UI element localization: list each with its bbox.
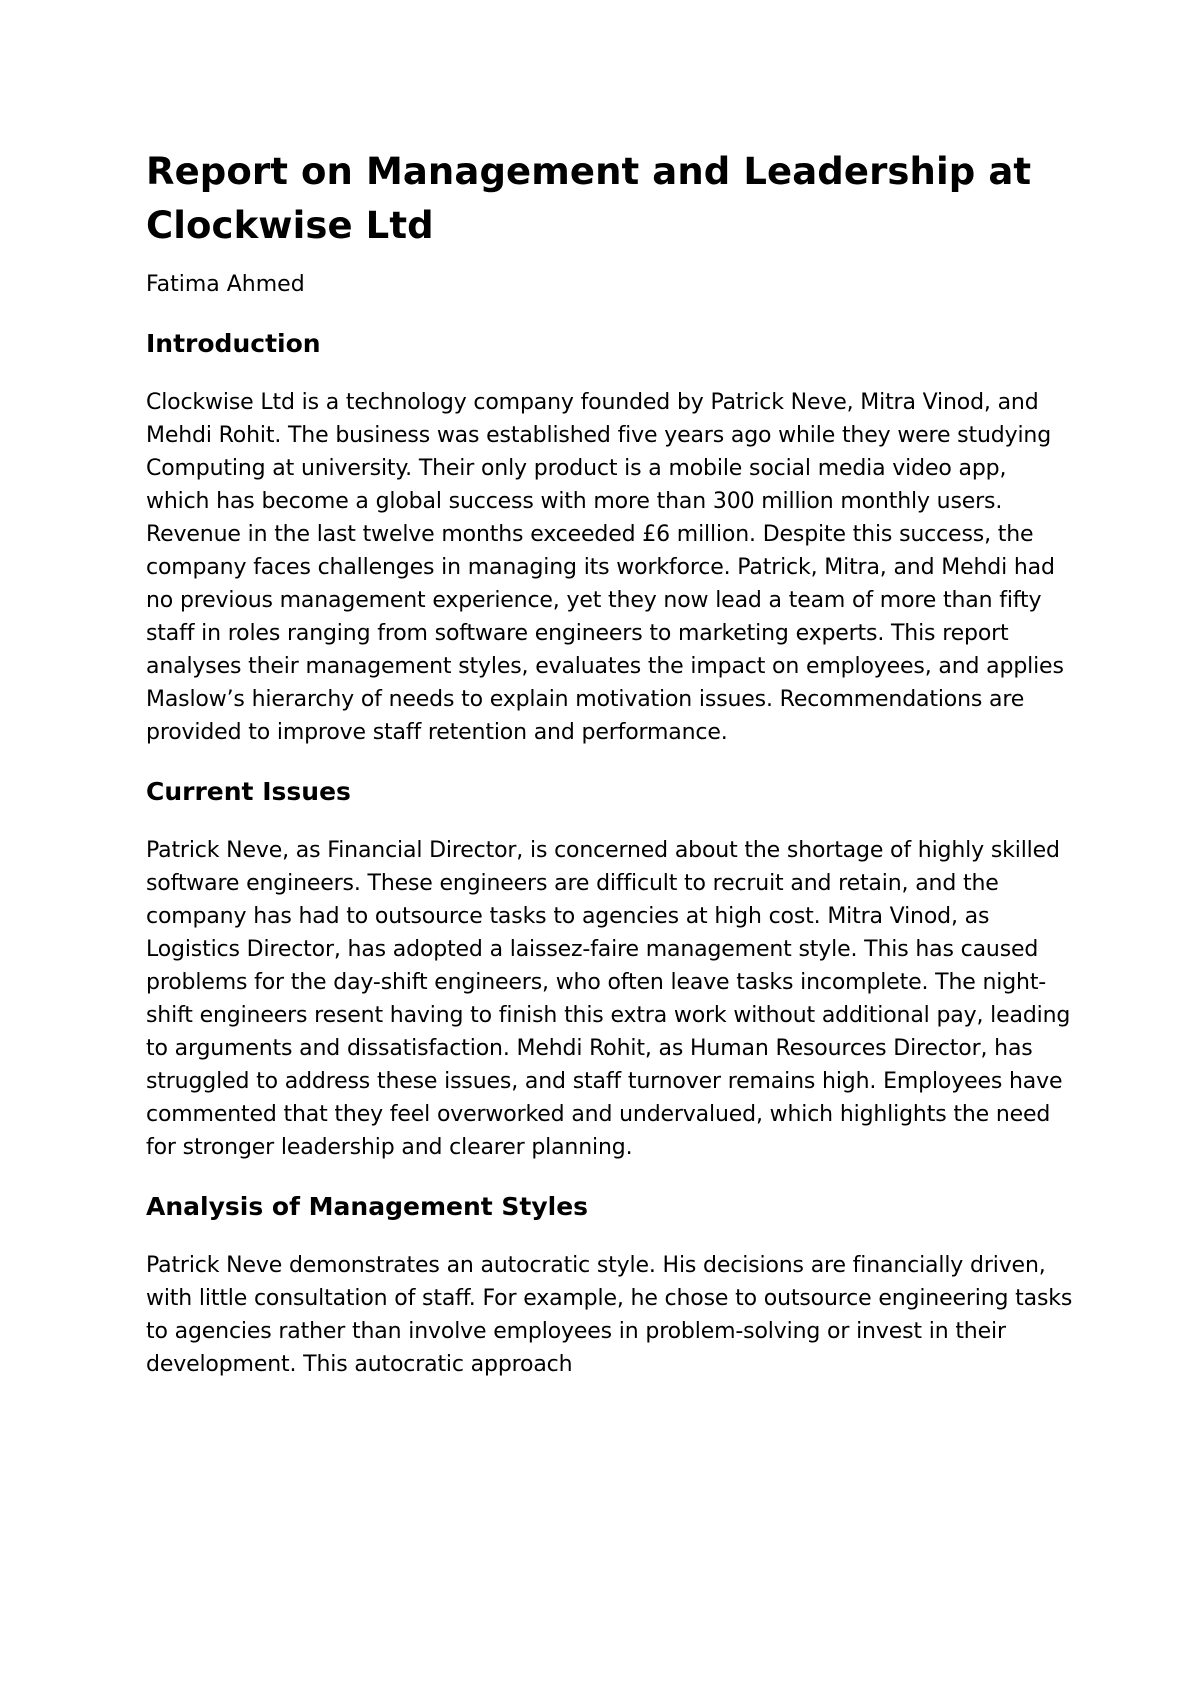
section-heading: Current Issues <box>146 777 351 806</box>
section-body: Patrick Neve demonstrates an autocratic style. His decisions are financially driven, with little consultation of staff. For example, he chose to outsource engineering tasks to agencies rather than involve employees in problem-solving or invest in their development. This autocratic approach <box>146 1253 1073 1377</box>
document-page <box>146 145 1076 1381</box>
section-current-issues <box>146 771 1076 1164</box>
section-heading: Introduction <box>146 329 321 358</box>
author-name: Fatima Ahmed <box>146 272 305 297</box>
document-title: Report on Management and Leadership at Clockwise Ltd <box>146 150 1032 247</box>
section-introduction <box>146 323 1076 749</box>
section-body: Clockwise Ltd is a technology company founded by Patrick Neve, Mitra Vinod, and Mehdi Rohit. The business was established five years ago while they were studying Computing at university. Their only product is a mobile social media video app, which has become a global success with more than 300 million monthly users. Revenue in the last twelve months exceeded £6 million. Despite this success, the company faces challenges in managing its workforce. Patrick, Mitra, and Mehdi had no previous management experience, yet they now lead a team of more than fifty staff in roles ranging from software engineers to marketing experts. This report analyses their management styles, evaluates the impact on employees, and applies Maslow’s hierarchy of needs to explain motivation issues. Recommendations are provided to improve staff retention and performance. <box>146 390 1064 745</box>
section-analysis-of-management-styles <box>146 1186 1076 1381</box>
section-heading: Analysis of Management Styles <box>146 1192 589 1221</box>
section-body: Patrick Neve, as Financial Director, is concerned about the shortage of highly skilled software engineers. These engineers are difficult to recruit and retain, and the company has had to outsource tasks to agencies at high cost. Mitra Vinod, as Logistics Director, has adopted a laissez-faire management style. This has caused problems for the day-shift engineers, who often leave tasks incomplete. The night-shift engineers resent having to finish this extra work without additional pay, leading to arguments and dissatisfaction. Mehdi Rohit, as Human Resources Director, has struggled to address these issues, and staff turnover remains high. Employees have commented that they feel overworked and undervalued, which highlights the need for stronger leadership and clearer planning. <box>146 838 1071 1160</box>
